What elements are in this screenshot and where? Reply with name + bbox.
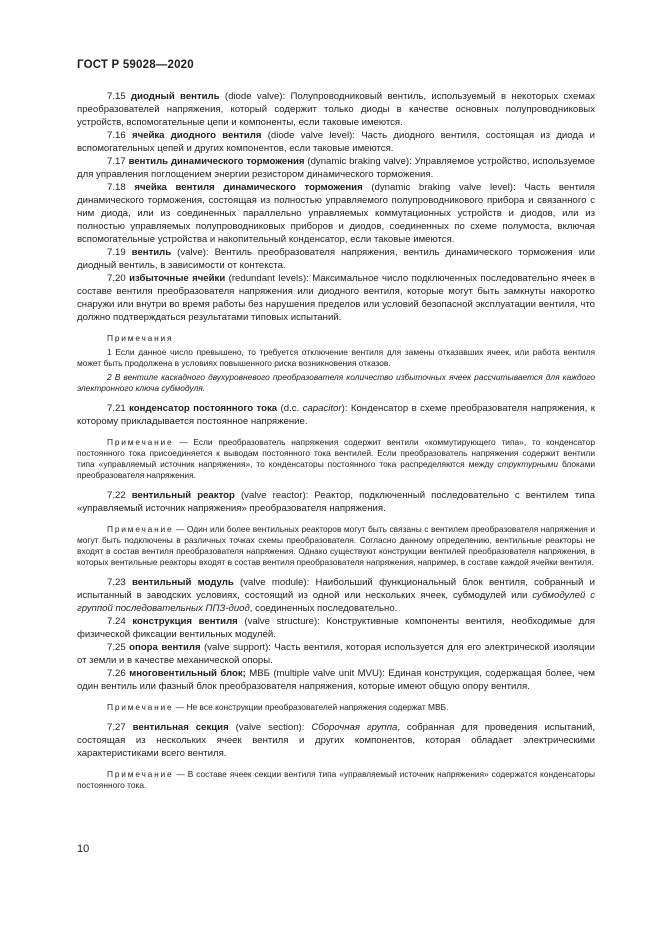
clause-number: 7.16 [107,130,126,141]
clause-number: 7.15 [107,91,126,102]
definition-text: (diode valve level): Часть диодного вентиля, состоящая из диода и вспомогательных цепей и других компонентов, если таковые имеются. [77,130,595,154]
note-7-20-1: 1 Если данное число превышено, то требуется отключение вентиля для замены отказавших ячеек, или работа вентиля может быть продолжена в условиях повышенного риска возникновения отказов. [77,347,595,368]
term: вентильный модуль [131,577,234,588]
term: конструкция вентиля [132,616,238,627]
definition-text: , собранная для проведения испытаний, состоящая из нескольких ячеек вентиля и других компонентов, которая обладает электрическими характеристиками всего вентиля. [77,722,595,759]
clause-number: 7.25 [107,642,126,653]
term: ячейка вентиля динамического торможения [134,182,363,193]
definition-text: (dynamic braking valve): Управляемое устройство, используемое для управления поглощением энергии резистором динамического торможения. [77,156,595,180]
definition-italic: capacitor [302,403,342,414]
definition-7-22 [77,489,595,515]
definition-text: , соединенных последовательно. [249,603,398,614]
term: вентиль [131,247,172,258]
clause-number: 7.26 [107,668,126,679]
note-label: Примечание [107,769,174,779]
definition-7-23 [77,576,595,615]
definition-text: (valve module): Наибольший функциональный блок вентиля, собранный и испытанный в заводских условиях, состоящий из одной или нескольких ячеек, субмодулей или [77,577,596,601]
definition-italic: Сборочная группа [311,722,398,733]
term: избыточные ячейки [129,273,226,284]
definition-7-27 [77,721,595,760]
clause-number: 7.19 [107,247,126,258]
definition-7-25 [77,641,595,667]
definition-text: (valve reactor): Реактор, подключенный последовательно с вентилем типа «управляемый источник напряжения» преобразователя напряжения. [77,490,596,514]
note-text: — Если преобразователь напряжения содержит вентили «коммутирующего типа», то конденсатор постоянного тока присоединяется к выводам постоянного тока вентилей. Если преобразователь напряжения содержит вентили типа «управляемый источник напряжения», то конденсаторы постоянного тока распределяются между [77,437,595,469]
notes-heading: Примечания [107,333,174,343]
note-label: Примечание [107,524,174,534]
definition-7-17 [77,155,595,181]
definition-italic: субмодулей с группой последовательных ППЗ-диод [77,590,595,614]
term: вентильная секция [132,722,229,733]
definition-7-26 [77,667,595,693]
note-7-27 [77,769,595,791]
note-7-20-2 [77,372,595,394]
definition-text: (valve): Вентиль преобразователя напряжения, вентиль динамического торможения или диодный вентиль, в зависимости от контекста. [77,247,596,271]
clause-number: 7.18 [107,182,126,193]
definition-text: (d.c. [277,403,303,414]
clause-number: 7.17 [107,156,126,167]
document-body [77,90,595,791]
definition-7-15 [77,90,595,129]
clause-number: 7.24 [107,616,126,627]
clause-number: 7.21 [107,403,126,414]
clause-number: 7.22 [107,490,126,501]
definition-7-16 [77,129,595,155]
definition-text: (diode valve): Полупроводниковый вентиль, используемый в некоторых схемах преобразователей напряжения, который содержит только диоды в качестве основных полупроводниковых устройств, вспомогательные цепи и компоненты, если таковые имеются. [77,91,596,128]
note-italic-text: 2 В вентиле каскадного двухуровневого преобразователя количество избыточных ячеек рассчитывается для каждого электронного ключа субмодуля. [77,372,595,393]
term: конденсатор постоянного тока [129,403,278,414]
definition-text: МВБ (multiple valve unit MVU): Единая конструкция, содержащая более, чем один вентиль или фазный блок преобразователя напряжения, которые имеют общую опору вентиля. [77,668,595,692]
clause-number: 7.20 [107,273,126,284]
definition-text: ): Конденсатор в схеме преобразователя напряжения, к которому прикладывается постоянное напряжение. [77,403,595,427]
definition-7-18 [77,181,595,246]
note-text: — В составе ячеек секции вентиля типа «управляемый источник напряжения» содержатся конденсаторы постоянного тока. [77,769,595,790]
definition-7-20 [77,272,595,324]
clause-number: 7.23 [107,577,126,588]
definition-7-24 [77,615,595,641]
note-7-22 [77,524,595,568]
definition-text: (dynamic braking valve level): Часть вентиля динамического торможения, состоящая из полностью управляемого полупроводникового прибора и связанного с ним диода, или из соединенных параллельно управляемых коммутационных устройств и диодов, или из полностью управляемых полупроводниковых приборов и диодов, соединенных по схеме полумоста, включая вспомогательные устройства и накопительный конденсатор, если таковые имеются. [77,182,596,245]
definition-7-19 [77,246,595,272]
term: ячейка диодного вентиля [131,130,262,141]
definition-text: (redundant levels): Максимальное число подключенных последовательно ячеек в составе вентиля преобразователя напряжения или диодного вентиля, которые могут быть замкнуты накоротко снаружи или внутри во время работы без нарушения пределов или условий безопасной эксплуатации вентиля, что должно подтверждаться результатами типовых испытаний. [77,273,596,323]
note-text: — Один или более вентильных реакторов могут быть связаны с вентилем преобразователя напряжения и могут быть подключены в различных точках схемы преобразователя. Согласно данному определению, вентильные реакторы не входят в состав вентиля преобразователя напряжения. Однако существуют конструкции вентилей преобразователя напряжения, в которых вентильные реакторы входят в состав вентиля преобразователя напряжения, например, в составе каждой ячейки вентиля. [77,524,595,567]
term: опора вентиля [129,642,201,653]
definition-text: (valve structure): Конструктивные компоненты вентиля, необходимые для физической фиксации вентильных модулей. [77,616,596,640]
note-text: блоками преобразователя напряжения. [77,459,595,480]
term: многовентильный блок; [129,668,246,679]
definition-7-21 [77,402,595,428]
note-7-26 [77,702,595,713]
clause-number: 7.27 [107,722,126,733]
note-text: — Не все конструкции преобразователей напряжения содержат МВБ. [173,702,449,712]
definition-text: (valve support): Часть вентиля, которая используется для его электрической изоляции от земли и в качестве механической опоры. [77,642,595,666]
term: вентиль динамического торможения [128,156,305,167]
term: вентильный реактор [131,490,235,501]
note-label: Примечание [107,702,174,712]
page-number: 10 [77,843,90,855]
term: диодный вентиль [131,91,220,102]
note-7-21 [77,437,595,481]
document-header: ГОСТ Р 59028—2020 [77,59,194,71]
note-label: Примечание [107,437,174,447]
definition-text: (valve section): [228,722,312,733]
note-italic: структурными [497,459,559,469]
